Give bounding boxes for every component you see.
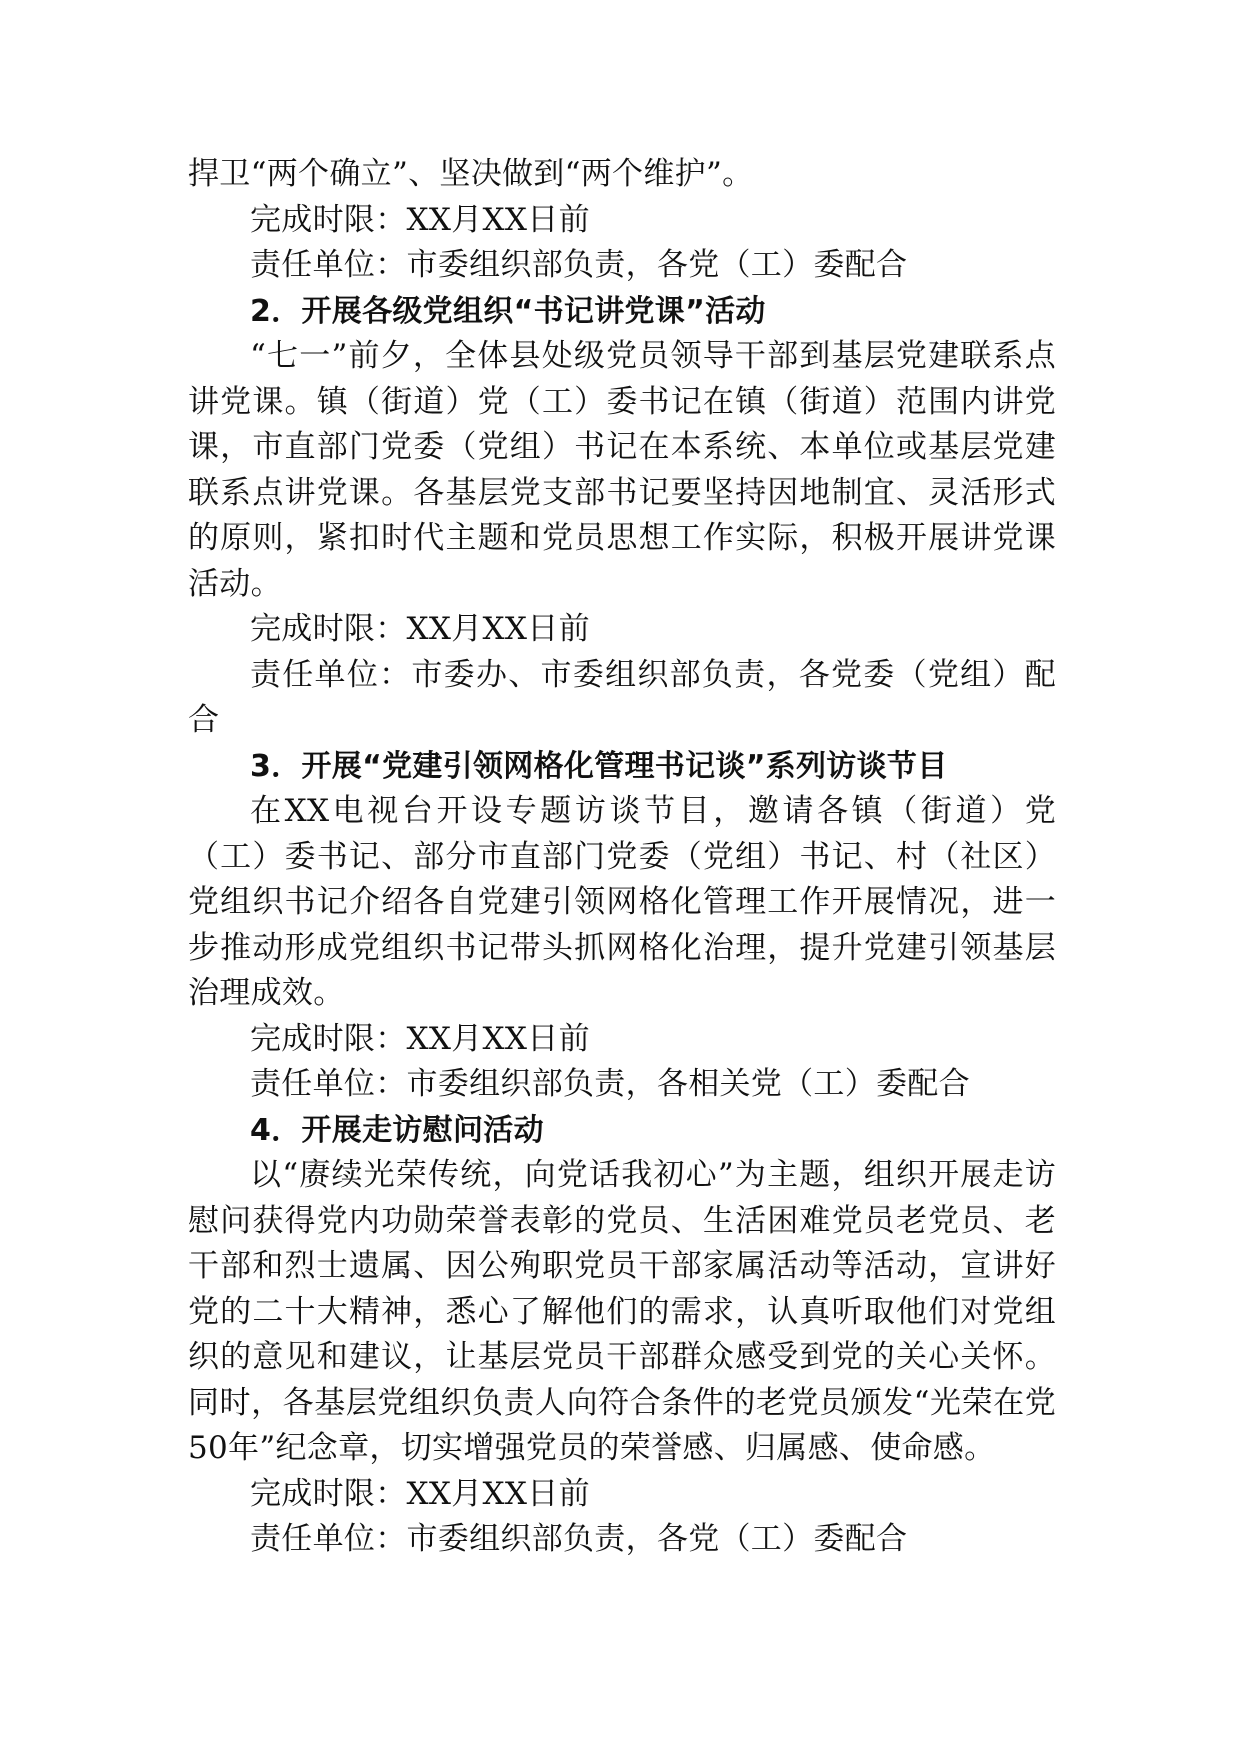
section-heading: 2．开展各级党组织“书记讲党课”活动 <box>250 293 766 329</box>
deadline-line: 完成时限：XX月XX日前 <box>250 201 590 238</box>
body-paragraph: 在XX电视台开设专题访谈节目，邀请各镇（街道）党（工）委书记、部分市直部门党委（党组）书记、村（社区）党组织书记介绍各自党建引领网格化管理工作开展情况，进一步推动形成党组织书记带头抓网格化治理，提升党建引领基层治理成效。 <box>188 793 1056 1011</box>
body-paragraph: 以“赓续光荣传统，向党话我初心”为主题，组织开展走访慰问获得党内功勋荣誉表彰的党员、生活困难党员老党员、老干部和烈士遗属、因公殉职党员干部家属活动等活动，宣讲好党的二十大精神，悉心了解他们的需求，认真听取他们对党组织的意见和建议，让基层党员干部群众感受到党的关心关怀。同时，各基层党组织负责人向符合条件的老党员颁发“光荣在党50年”纪念章，切实增强党员的荣誉感、归属感、使命感。 <box>188 1157 1056 1466</box>
deadline-line: 完成时限：XX月XX日前 <box>250 611 590 647</box>
responsible-unit-line: 责任单位：市委办、市委组织部负责，各党委（党组）配合 <box>188 656 1056 738</box>
body-paragraph: “七一”前夕，全体县处级党员领导干部到基层党建联系点讲党课。镇（街道）党（工）委书记在镇（街道）范围内讲党课，市直部门党委（党组）书记在本系统、本单位或基层党建联系点讲党课。各基层党支部书记要坚持因地制宜、灵活形式的原则，紧扣时代主题和党员思想工作实际，积极开展讲党课活动。 <box>188 338 1056 602</box>
section-heading: 3．开展“党建引领网格化管理书记谈”系列访谈节目 <box>250 748 948 784</box>
responsible-unit-line: 责任单位：市委组织部负责，各相关党（工）委配合 <box>250 1066 970 1102</box>
document-body <box>188 152 1056 1563</box>
section-heading: 4．开展走访慰问活动 <box>250 1112 544 1148</box>
deadline-line: 完成时限：XX月XX日前 <box>250 1475 590 1512</box>
responsible-unit-line: 责任单位：市委组织部负责，各党（工）委配合 <box>250 1521 908 1557</box>
responsible-unit-line: 责任单位：市委组织部负责，各党（工）委配合 <box>250 247 908 283</box>
paragraph-continued: 捍卫“两个确立”、坚决做到“两个维护”。 <box>188 156 754 192</box>
deadline-line: 完成时限：XX月XX日前 <box>250 1020 590 1057</box>
